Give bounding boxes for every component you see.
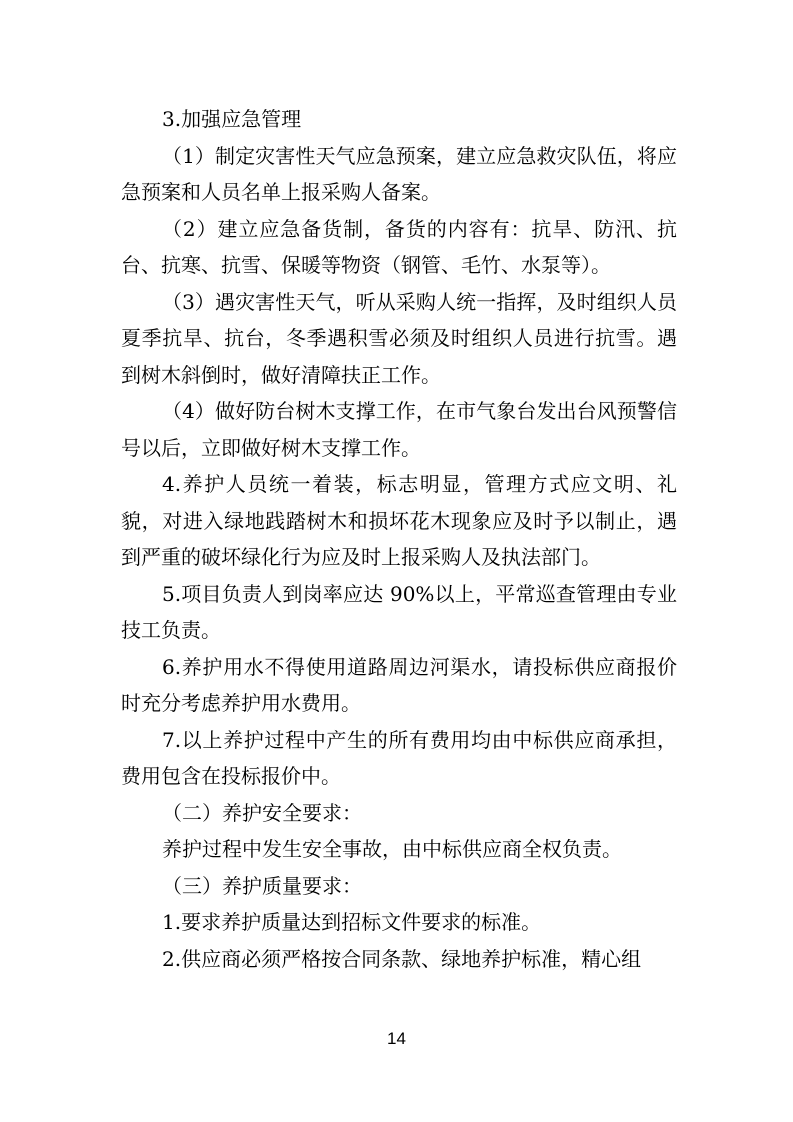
paragraph-uniform: 4.养护人员统一着装，标志明显，管理方式应文明、礼貌，对进入绿地践踏树木和损坏花木现象应及时予以制止，遇到严重的破坏绿化行为应及时上报采购人及执法部门。: [121, 472, 677, 569]
paragraph-quality-standard: 1.要求养护质量达到招标文件要求的标准。: [162, 910, 542, 934]
paragraph-emergency-plan: （1）制定灾害性天气应急预案，建立应急救灾队伍，将应急预案和人员名单上报采购人备案。: [121, 143, 677, 204]
page-number: 14: [387, 1029, 406, 1048]
document-body: [121, 101, 677, 977]
section-heading-safety: （二）养护安全要求：: [162, 800, 362, 825]
paragraph-project-manager: 5.项目负责人到岗率应达 90%以上，平常巡查管理由专业技工负责。: [121, 581, 677, 642]
paragraph-costs: 7.以上养护过程中产生的所有费用均由中标供应商承担，费用包含在投标报价中。: [121, 727, 677, 788]
paragraph-water-use: 6.养护用水不得使用道路周边河渠水，请投标供应商报价时充分考虑养护用水费用。: [121, 654, 677, 715]
section-heading-quality: （三）养护质量要求：: [162, 873, 362, 898]
paragraph-emergency-management-heading: 3.加强应急管理: [162, 107, 302, 131]
paragraph-contract-compliance: 2.供应商必须严格按合同条款、绿地养护标准，精心组: [162, 946, 642, 971]
paragraph-disaster-weather: （3）遇灾害性天气，听从采购人统一指挥，及时组织人员夏季抗旱、抗台，冬季遇积雪必须及时组织人员进行抗雪。遇到树木斜倒时，做好清障扶正工作。: [121, 289, 677, 387]
paragraph-safety-responsibility: 养护过程中发生安全事故，由中标供应商全权负责。: [162, 837, 622, 861]
paragraph-typhoon-support: （4）做好防台树木支撑工作，在市气象台发出台风预警信号以后，立即做好树木支撑工作。: [121, 399, 677, 460]
paragraph-emergency-stock: （2）建立应急备货制，备货的内容有：抗旱、防汛、抗台、抗寒、抗雪、保暖等物资（钢管、毛竹、水泵等）。: [121, 216, 677, 277]
